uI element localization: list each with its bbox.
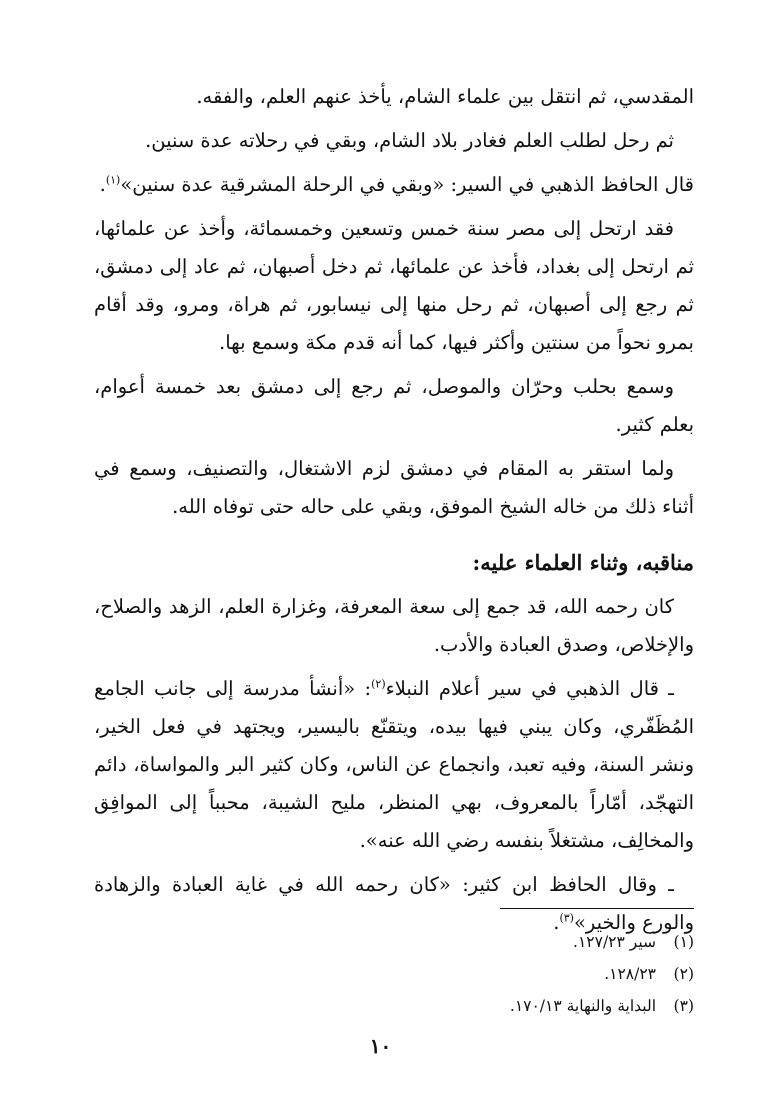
footnotes [94, 908, 694, 1022]
footnote-number: (٣) [673, 997, 694, 1015]
section-heading: مناقبه، وثناء العلماء عليه: [472, 550, 694, 575]
footnote-divider [500, 908, 694, 909]
quote-text: : «أنشأ مدرسة إلى جانب الجامع المُظَفّري، وكان يبني فيها بيده، ويتقنّع باليسير، ويجتهد في فعل الخير، ونشر السنة، وفيه تعبد، وانجماع عن الناس، وكان كثير البر والمواساة، دائم التهجّد، أمّاراً بالمعروف، بهي المنظر، مليح الشيبة، محبباً إلى الموافِق والمخالِف، مشتغلاً بنفسه رضي الله عنه». [94, 677, 694, 852]
body-text [94, 78, 694, 948]
paragraph: كان رحمه الله، قد جمع إلى سعة المعرفة، وغزارة العلم، الزهد والصلاح، والإخلاص، وصدق العبادة والأدب. [94, 595, 694, 656]
paragraph [94, 166, 694, 204]
quote-end: . [99, 173, 106, 196]
paragraph: فقد ارتحل إلى مصر سنة خمس وتسعين وخمسمائة، وأخذ عن علمائها، ثم ارتحل إلى بغداد، فأخذ عن علمائها، ثم دخل أصبهان، ثم عاد إلى دمشق، ثم رجع إلى أصبهان، ثم رحل منها إلى نيسابور، ثم هراة، ومرو، وقد أقام بمرو نحواً من سنتين وأكثر فيها، كما أنه قدم مكة وسمع بها. [94, 217, 694, 354]
quote-text: ـ وقال الحافظ ابن كثير: «كان رحمه الله في غاية العبادة والزهادة والورع والخير» [94, 873, 694, 934]
paragraph: المقدسي، ثم انتقل بين علماء الشام، يأخذ عنهم العلم، والفقه. [196, 85, 694, 108]
footnote-ref: (٢) [371, 677, 386, 691]
quote-intro: ـ قال الذهبي في سير أعلام النبلاء [385, 677, 674, 700]
footnote-item [94, 990, 694, 1022]
footnote-text: سير ١٢٧/٢٣. [573, 933, 656, 951]
paragraph: ولما استقر به المقام في دمشق لزم الاشتغال، والتصنيف، وسمع في أثناء ذلك من خاله الشيخ الموفق، وبقي على حاله حتى توفاه الله. [94, 457, 694, 518]
paragraph: ثم رحل لطلب العلم فغادر بلاد الشام، وبقي في رحلاته عدة سنين. [145, 129, 674, 152]
footnote-list [94, 908, 694, 1022]
footnote-item [94, 958, 694, 990]
footnote-number: (١) [673, 933, 694, 951]
footnote-ref: (٣) [559, 911, 574, 925]
footnote-item [94, 926, 694, 958]
footnote-number: (٢) [673, 965, 694, 983]
footnote-ref: (١) [105, 173, 121, 187]
paragraph: وسمع بحلب وحرّان والموصل، ثم رجع إلى دمشق بعد خمسة أعوام، بعلم كثير. [94, 375, 694, 436]
quote-text: قال الحافظ الذهبي في السير: «وبقي في الرحلة المشرقية عدة سنين» [120, 173, 694, 196]
page-number: ١٠ [369, 1034, 392, 1058]
quote-end: . [553, 911, 560, 934]
footnote-text: البداية والنهاية ١٧٠/١٣. [509, 997, 656, 1015]
paragraph [94, 670, 694, 860]
footnote-text: ١٢٨/٢٣. [604, 965, 656, 983]
